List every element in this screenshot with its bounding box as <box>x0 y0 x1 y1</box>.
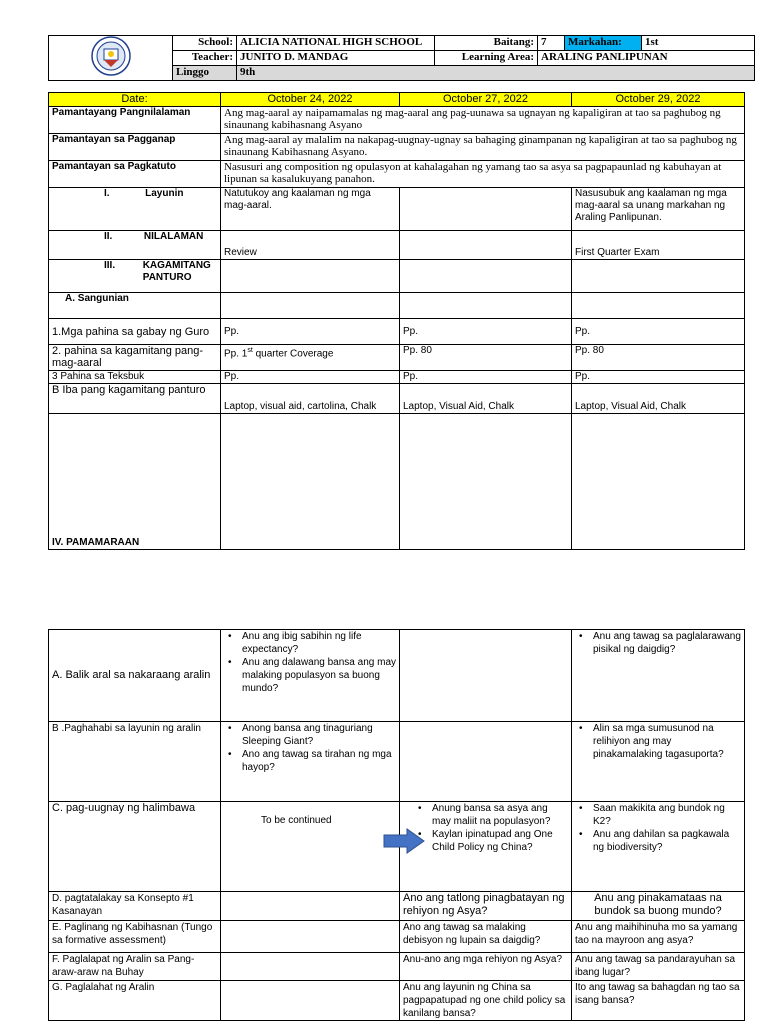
kagamitang-label-1: KAGAMITANG <box>142 260 211 271</box>
baitang-label: Baitang: <box>435 36 538 51</box>
sangunian-c3 <box>572 293 745 319</box>
markahan-value: 1st <box>642 36 755 51</box>
kagamitang-label-cell <box>49 260 221 293</box>
procedure-c1 <box>221 921 400 953</box>
kagamitang-label-2: PANTURO <box>142 272 192 283</box>
procedure-label: C. pag-uugnay ng halimbawa <box>49 802 221 892</box>
header-table <box>48 35 755 81</box>
procedure-c2: Ano ang tawag sa malaking debisyon ng lupain sa daigdig? <box>400 921 572 953</box>
sangunian-c2 <box>400 293 572 319</box>
resource-row-2 <box>49 345 745 371</box>
resource-row-1 <box>49 319 745 345</box>
sangunian-label: A. Sangunian <box>49 293 221 319</box>
list-item: • Anu ang ibig sabihin ng life expectancy? <box>242 630 396 656</box>
markahan-label: Markahan: <box>565 36 642 51</box>
procedure-c1 <box>221 630 400 722</box>
list-item: • Alin sa mga sumusunod na relihiyon ang may pinakamalaking tagasuporta? <box>593 722 741 761</box>
right-arrow-icon <box>383 828 425 859</box>
pagkatuto-text: Nasusuri ang composition ng opulasyon at kahalagahan ng yamang tao sa asya sa pagpapaunlad ng kabuhayan at lipunan sa kasalukuyang panahon. <box>221 161 745 188</box>
deped-seal-icon <box>91 36 131 76</box>
resource-c3: Pp. 80 <box>572 345 745 371</box>
pamamaraan-c2 <box>400 414 572 550</box>
resource-c3: Laptop, Visual Aid, Chalk <box>572 384 745 414</box>
linggo-value: 9th <box>237 66 755 81</box>
linggo-label: Linggo <box>173 66 237 81</box>
list-item: • Anu ang tawag sa paglalarawang pisikal ng daigdig? <box>593 630 741 656</box>
procedure-c3 <box>572 722 745 802</box>
kagamitang-num: III. <box>104 260 116 271</box>
resource-c1: Pp. 1st quarter Coverage <box>221 345 400 371</box>
baitang-value: 7 <box>538 36 565 51</box>
resource-c1: Laptop, visual aid, cartolina, Chalk <box>221 384 400 414</box>
procedure-c2 <box>400 630 572 722</box>
procedure-label: G. Paglalahat ng Aralin <box>49 981 221 1021</box>
pagganap-text: Ang mag-aaral ay malalim na nakapag-uugnay-ugnay sa bahaging ginampanan ng kapaligiran at tao sa paghubog ng sinaunang Kabihasnang Asyano. <box>221 134 745 161</box>
procedure-label: B .Paghahabi sa layunin ng aralin <box>49 722 221 802</box>
resource-c2: Pp. 80 <box>400 345 572 371</box>
layunin-c2 <box>400 188 572 231</box>
resource-label: 2. pahina sa kagamitang pang-mag-aaral <box>49 345 221 371</box>
procedure-row-d <box>49 892 745 921</box>
kagamitang-c2 <box>400 260 572 293</box>
nilalaman-c1: Review <box>221 231 400 260</box>
procedure-row-b <box>49 722 745 802</box>
list-item: • Anu ang dalawang bansa ang may malaking populasyon sa buong mundo? <box>242 656 396 695</box>
procedure-label: A. Balik aral sa nakaraang aralin <box>49 630 221 722</box>
procedure-c2: Ano ang tatlong pinagbatayan ng rehiyon ng Asya? <box>400 892 572 921</box>
logo-cell <box>49 36 173 81</box>
procedure-label: F. Paglalapat ng Aralin sa Pang-araw-araw na Buhay <box>49 953 221 981</box>
procedure-c2 <box>400 802 572 892</box>
plan-table-bottom <box>48 629 745 1021</box>
procedure-c1: To be continued <box>221 802 400 892</box>
resource-c1: Pp. <box>221 371 400 384</box>
date-col-2: October 27, 2022 <box>400 93 572 107</box>
date-label: Date: <box>49 93 221 107</box>
resource-c3: Pp. <box>572 319 745 345</box>
procedure-c1 <box>221 892 400 921</box>
resource-c2: Pp. <box>400 371 572 384</box>
procedure-c3 <box>572 630 745 722</box>
list-item: • Anung bansa sa asya ang may maliit na populasyon? <box>432 802 568 828</box>
pamamaraan-c1 <box>221 414 400 550</box>
procedure-c3: Anu ang tawag sa pandarayuhan sa ibang lugar? <box>572 953 745 981</box>
school-value: ALICIA NATIONAL HIGH SCHOOL <box>237 36 435 51</box>
list-item: • Kaylan ipinatupad ang One Child Policy ng China? <box>432 828 568 854</box>
nilalaman-num: II. <box>104 231 113 242</box>
sangunian-c1 <box>221 293 400 319</box>
procedure-c3 <box>572 802 745 892</box>
resource-c3: Pp. <box>572 371 745 384</box>
pamamaraan-c3 <box>572 414 745 550</box>
procedure-c2: Anu ang layunin ng China sa pagpapatupad ng one child policy sa kanilang bansa? <box>400 981 572 1021</box>
date-col-3: October 29, 2022 <box>572 93 745 107</box>
procedure-c3: Anu ang pinakamataas na bundok sa buong mundo? <box>572 892 745 921</box>
resource-label: B Iba pang kagamitang panturo <box>49 384 221 414</box>
list-item: • Anong bansa ang tinaguriang Sleeping Giant? <box>242 722 396 748</box>
layunin-label-cell <box>49 188 221 231</box>
nilalaman-label-cell <box>49 231 221 260</box>
procedure-row-g <box>49 981 745 1021</box>
list-item: • Ano ang tawag sa tirahan ng mga hayop? <box>242 748 396 774</box>
procedure-row-e <box>49 921 745 953</box>
resource-c1: Pp. <box>221 319 400 345</box>
teacher-value: JUNITO D. MANDAG <box>237 51 435 66</box>
procedure-label: E. Paglinang ng Kabihasnan (Tungo sa formative assessment) <box>49 921 221 953</box>
pangnilalaman-text: Ang mag-aaral ay naipamamalas ng mag-aaral ang pag-uunawa sa ugnayan ng kapaligiran at tao sa paghubog ng sinaunang kabihasnang Asyano <box>221 107 745 134</box>
layunin-label: Layunin <box>145 188 184 199</box>
procedure-c1 <box>221 953 400 981</box>
resource-label: 1.Mga pahina sa gabay ng Guro <box>49 319 221 345</box>
nilalaman-c2 <box>400 231 572 260</box>
pagganap-label: Pamantayan sa Pagganap <box>49 134 221 161</box>
nilalaman-c3: First Quarter Exam <box>572 231 745 260</box>
nilalaman-label: NILALAMAN <box>143 231 204 242</box>
school-label: School: <box>173 36 237 51</box>
kagamitang-c3 <box>572 260 745 293</box>
plan-table-top <box>48 92 745 550</box>
pagkatuto-label: Pamantayan sa Pagkatuto <box>49 161 221 188</box>
procedure-c3: Anu ang maihihinuha mo sa yamang tao na mayroon ang asya? <box>572 921 745 953</box>
list-item: • Saan makikita ang bundok ng K2? <box>593 802 741 828</box>
learning-area-label: Learning Area: <box>435 51 538 66</box>
teacher-label: Teacher: <box>173 51 237 66</box>
list-item: • Anu ang dahilan sa pagkawala ng biodiversity? <box>593 828 741 854</box>
procedure-c2 <box>400 722 572 802</box>
procedure-row-a <box>49 630 745 722</box>
layunin-c3: Nasusubuk ang kaalaman ng mga mag-aaral sa unang markahan ng Araling Panlipunan. <box>572 188 745 231</box>
layunin-num: I. <box>104 188 110 199</box>
resource-row-3 <box>49 371 745 384</box>
resource-c2: Pp. <box>400 319 572 345</box>
procedure-c2: Anu-ano ang mga rehiyon ng Asya? <box>400 953 572 981</box>
procedure-label: D. pagtatalakay sa Konsepto #1 Kasanayan <box>49 892 221 921</box>
resource-label: 3 Pahina sa Teksbuk <box>49 371 221 384</box>
procedure-c1 <box>221 981 400 1021</box>
procedure-c1 <box>221 722 400 802</box>
procedure-row-f <box>49 953 745 981</box>
kagamitang-c1 <box>221 260 400 293</box>
date-col-1: October 24, 2022 <box>221 93 400 107</box>
pangnilalaman-label: Pamantayang Pangnilalaman <box>49 107 221 134</box>
pamamaraan-label: IV. PAMAMARAAN <box>49 414 221 550</box>
resource-c2: Laptop, Visual Aid, Chalk <box>400 384 572 414</box>
layunin-c1: Natutukoy ang kaalaman ng mga mag-aaral. <box>221 188 400 231</box>
procedure-c3: Ito ang tawag sa bahagdan ng tao sa isang bansa? <box>572 981 745 1021</box>
resource-row-4 <box>49 384 745 414</box>
learning-area-value: ARALING PANLIPUNAN <box>538 51 755 66</box>
